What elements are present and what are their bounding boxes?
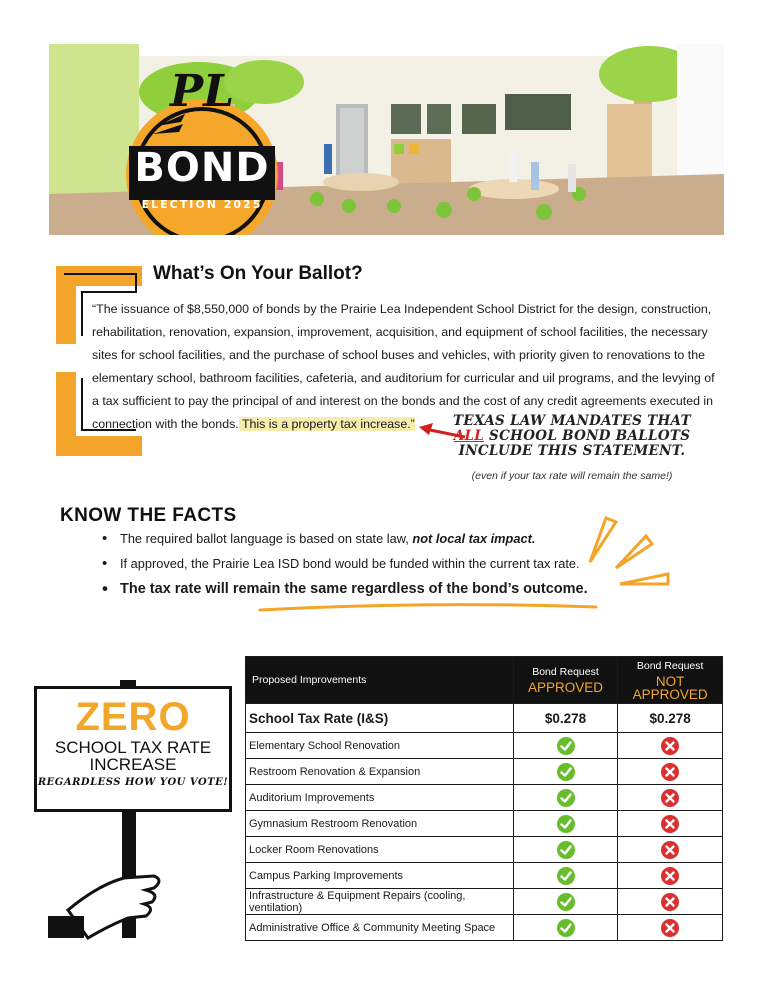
check-circle-icon [557,763,575,781]
x-circle-icon [661,763,679,781]
law-note-after: SCHOOL BOND BALLOTS INCLUDE THIS STATEMENT. [458,428,691,459]
col-header-not-approved [618,657,723,704]
tax-rate-not-approved: $0.278 [618,704,723,733]
x-circle-icon [661,841,679,859]
facts-list [98,528,588,603]
logo-subtitle: ELECTION 2025 [141,198,263,211]
check-circle-icon [557,867,575,885]
table-row [246,889,723,915]
improvement-label: Restroom Renovation & Expansion [246,759,514,785]
status-approved-cell [513,811,618,837]
status-not-approved-cell [618,889,723,915]
improvement-label: Administrative Office & Community Meeting Space [246,915,514,941]
improvement-label: Gymnasium Restroom Renovation [246,811,514,837]
col-header-improvements: Proposed Improvements [246,657,514,704]
status-not-approved-cell [618,759,723,785]
improvement-label: Auditorium Improvements [246,785,514,811]
x-circle-icon [661,737,679,755]
ballot-tax-statement-highlight: This is a property tax increase.” [238,417,415,431]
table-row [246,915,723,941]
facts-heading: KNOW THE FACTS [60,505,237,526]
improvement-label: Campus Parking Improvements [246,863,514,889]
status-approved-cell [513,889,618,915]
improvement-label: Elementary School Renovation [246,733,514,759]
sign-line-1: SCHOOL TAX RATE [54,738,212,757]
status-approved-cell [513,837,618,863]
col-header-not-approved-status: NOT APPROVED [632,673,708,702]
status-not-approved-cell [618,837,723,863]
check-circle-icon [557,737,575,755]
table-row [246,837,723,863]
logo-title: BOND [134,145,270,191]
improvement-label: Locker Room Renovations [246,837,514,863]
table-row [246,863,723,889]
ballot-language-main: “The issuance of $8,550,000 of bonds by the Prairie Lea Independent School District for the design, construction, rehabilitation, renovation, expansion, improvement, acquisition, and equipment of school facilities, the necessary sites for school facilities, and the purchase of school buses and vehicles, with priority given to renovations to the elementary school, bathroom facilities, cafeteria, and auditorium for curricular and uil programs, and the levying of a tax sufficient to pay the principal of and interest on the bonds and the cost of any credit agreements executed in connection with the bonds. [92,302,715,431]
tax-rate-label: School Tax Rate (I&S) [246,704,514,733]
fact-1-text: The required ballot language is based on state law, [120,531,413,546]
table-row [246,785,723,811]
x-circle-icon [661,789,679,807]
col-header-approved [513,657,618,704]
check-circle-icon [557,841,575,859]
status-not-approved-cell [618,863,723,889]
improvements-table [245,656,723,941]
law-note-subtext: (even if your tax rate will remain the same!) [471,470,673,482]
status-approved-cell [513,759,618,785]
x-circle-icon [661,867,679,885]
emphasis-burst-icon [582,514,672,600]
tax-rate-row [246,704,723,733]
table-header-row [246,657,723,704]
tax-rate-approved: $0.278 [513,704,618,733]
sign-zero: ZERO [75,695,191,739]
col-header-approved-top: Bond Request [532,666,599,678]
improvement-label: Infrastructure & Equipment Repairs (cooling, ventilation) [246,889,514,915]
table-row [246,759,723,785]
x-circle-icon [661,919,679,937]
status-approved-cell [513,863,618,889]
check-circle-icon [557,815,575,833]
fact-item [98,528,588,553]
law-note-before: TEXAS LAW MANDATES THAT [453,413,691,429]
law-note-all: ALL [453,428,485,444]
sign-line-3: REGARDLESS HOW YOU VOTE! [37,777,229,788]
check-circle-icon [557,919,575,937]
status-approved-cell [513,785,618,811]
fact-item: • If approved, the Prairie Lea ISD bond would be funded within the current tax rate. [98,553,588,578]
x-circle-icon [661,893,679,911]
status-not-approved-cell [618,785,723,811]
texas-law-note [452,414,692,459]
hero-classroom-image [49,44,724,235]
x-circle-icon [661,815,679,833]
table-row [246,733,723,759]
status-approved-cell [513,733,618,759]
status-not-approved-cell [618,915,723,941]
check-circle-icon [557,789,575,807]
sign-line-2: INCREASE [89,755,177,774]
fact-item-key: • The tax rate will remain the same regardless of the bond’s outcome. [98,578,588,603]
zero-increase-sign [34,686,232,812]
orange-underline-swoosh [258,601,598,613]
col-header-approved-status: APPROVED [527,680,604,695]
col-header-not-approved-top: Bond Request [636,659,704,672]
fact-1-emphasis: not local tax impact. [412,531,536,546]
table-row [246,811,723,837]
check-circle-icon [557,893,575,911]
status-not-approved-cell [618,733,723,759]
status-approved-cell [513,915,618,941]
ballot-heading: What’s On Your Ballot? [153,263,363,284]
status-not-approved-cell [618,811,723,837]
logo-monogram: PL [169,66,235,117]
